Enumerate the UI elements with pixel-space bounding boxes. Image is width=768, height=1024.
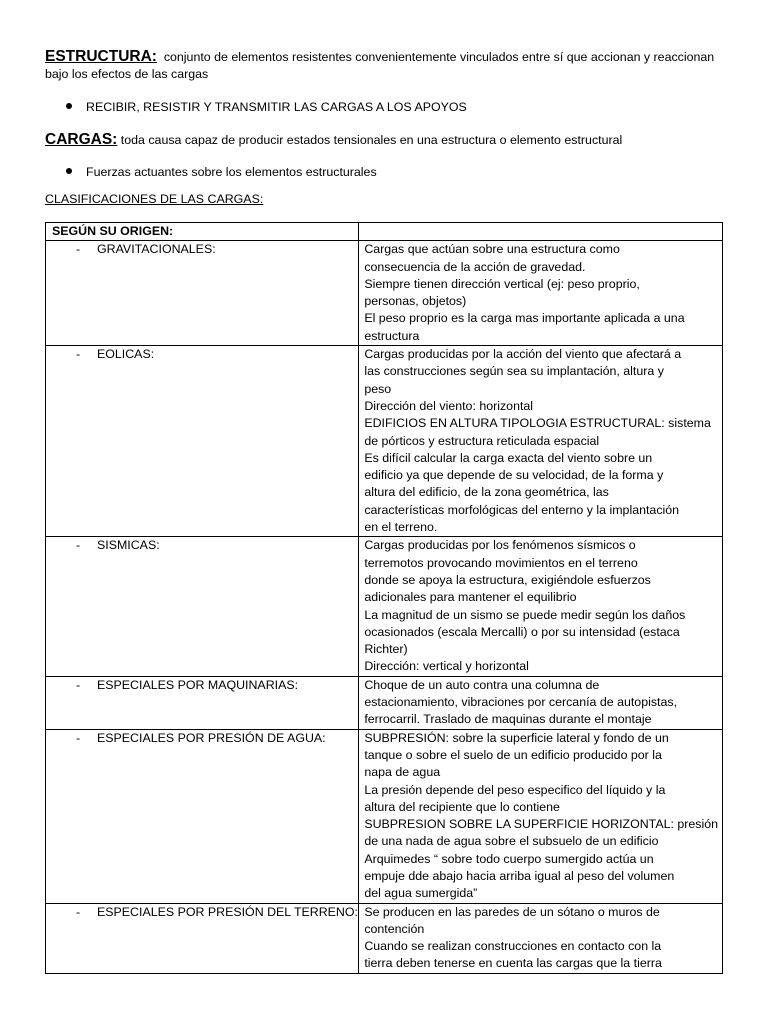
table-row (46, 346, 723, 537)
description-line: Cargas que actúan sobre una estructura como (364, 242, 620, 257)
load-description-cell (359, 676, 723, 729)
description-line: ferrocarril. Traslado de maquinas durante el montaje (364, 712, 652, 727)
description-line: Se producen en las paredes de un sótano o muros de (364, 904, 660, 919)
description-line: La presión depende del peso especifico del líquido y la (364, 782, 666, 797)
description-line: terremotos provocando movimientos en el terreno (364, 555, 638, 570)
description-line: edificio ya que depende de su velocidad, de la forma y (364, 468, 664, 483)
description-line: napa de agua (364, 765, 441, 780)
table-header-empty-cell (359, 223, 723, 241)
cargas-term: CARGAS: (45, 131, 118, 148)
description-line: en el terreno. (364, 520, 438, 535)
dash-marker: - (76, 730, 81, 745)
description-line: peso (364, 381, 392, 396)
description-line: Choque de un auto contra una columna de (364, 677, 600, 692)
description-line: El peso proprio es la carga mas importante aplicada a una (364, 311, 685, 326)
cargas-def: toda causa capaz de producir estados tensionales en una estructura o elemento estructural (120, 133, 623, 147)
bullet-item (66, 164, 377, 181)
description-line: altura del recipiente que lo contiene (364, 799, 560, 814)
description-line: Cargas producidas por los fenómenos sísmicos o (364, 538, 636, 553)
description-line: estacionamiento, vibraciones por cercanía de autopistas, (364, 695, 678, 710)
description-line: donde se apoya la estructura, exigiéndole esfuerzos (364, 572, 651, 587)
bullet-text: RECIBIR, RESISTIR Y TRANSMITIR LAS CARGAS A LOS APOYOS (86, 100, 467, 114)
description-line: ocasionados (escala Mercalli) o por su intensidad (estaca (364, 624, 680, 639)
description-line: Es difícil calcular la carga exacta del viento sobre un (364, 450, 653, 465)
description-line: Cuando se realizan construcciones en contacto con la (364, 939, 662, 954)
estructura-def-line1: conjunto de elementos resistentes convenientemente vinculados entre sí que accionan y reaccionan (163, 50, 715, 64)
table-row (46, 537, 723, 676)
description-line: tierra deben tenerse en cuenta las cargas que la tierra (364, 956, 662, 971)
load-description-cell (359, 537, 723, 676)
description-line: altura del edificio, de la zona geométrica, las (364, 485, 609, 500)
estructura-term: ESTRUCTURA: (45, 48, 157, 65)
dash-marker: - (76, 242, 81, 257)
description-line: personas, objetos) (364, 294, 467, 309)
description-line: de pórticos y estructura reticulada espacial (364, 433, 600, 448)
description-line: SUBPRESIÓN: sobre la superficie lateral y fondo de un (364, 730, 669, 745)
load-description-cell (359, 346, 723, 537)
loads-table (45, 222, 723, 974)
load-type-name: SISMICAS: (97, 538, 160, 553)
description-line: las construcciones según sea su implantación, altura y (364, 364, 664, 379)
load-description-cell (359, 729, 723, 903)
cargas-definition (45, 131, 735, 149)
load-type-cell (46, 676, 359, 729)
description-line: estructura (364, 328, 420, 343)
table-header-cell: SEGÚN SU ORIGEN: (46, 223, 359, 241)
description-line: características morfológicas del enterno y la implantación (364, 502, 680, 517)
description-line: consecuencia de la acción de gravedad. (364, 259, 586, 274)
load-type-name: EOLICAS: (97, 347, 155, 362)
bullet-dot-icon (66, 103, 72, 109)
bullet-item (66, 99, 467, 116)
description-line: EDIFICIOS EN ALTURA TIPOLOGIA ESTRUCTURAL: sistema (364, 416, 711, 431)
dash-marker: - (76, 538, 81, 553)
description-line: Dirección: vertical y horizontal (364, 659, 529, 674)
dash-marker: - (76, 904, 81, 919)
description-line: tanque o sobre el suelo de un edificio producido por la (364, 747, 662, 762)
description-line: empuje dde abajo hacia arriba igual al peso del volumen (364, 868, 675, 883)
section-title: CLASIFICACIONES DE LAS CARGAS: (45, 192, 264, 206)
table-row (46, 729, 723, 903)
description-line: Richter) (364, 642, 408, 657)
description-line: Siempre tienen dirección vertical (ej: peso proprio, (364, 276, 640, 291)
load-type-name: ESPECIALES POR PRESIÓN DEL TERRENO: (97, 904, 358, 919)
dash-marker: - (76, 347, 81, 362)
description-line: Cargas producidas por la acción del viento que afectará a (364, 347, 682, 362)
load-type-name: GRAVITACIONALES: (97, 242, 216, 257)
description-line: Dirección del viento: horizontal (364, 398, 534, 413)
load-type-cell (46, 903, 359, 973)
description-line: del agua sumergida” (364, 886, 478, 901)
dash-marker: - (76, 677, 81, 692)
estructura-definition (45, 48, 735, 83)
table-row (46, 241, 723, 346)
estructura-def-line2: bajo los efectos de las cargas (45, 67, 209, 81)
load-type-cell (46, 241, 359, 346)
description-line: adicionales para mantener el equilibrio (364, 590, 577, 605)
load-description-cell (359, 903, 723, 973)
table-row (46, 676, 723, 729)
load-type-cell (46, 537, 359, 676)
description-line: SUBPRESION SOBRE LA SUPERFICIE HORIZONTAL: presión (364, 817, 718, 832)
description-line: Arquimedes “ sobre todo cuerpo sumergido actúa un (364, 851, 654, 866)
load-type-cell (46, 346, 359, 537)
load-description-cell (359, 241, 723, 346)
load-type-cell (46, 729, 359, 903)
bullet-text: Fuerzas actuantes sobre los elementos estructurales (86, 165, 377, 179)
load-type-name: ESPECIALES POR MAQUINARIAS: (97, 677, 299, 692)
table-row (46, 903, 723, 973)
load-type-name: ESPECIALES POR PRESIÓN DE AGUA: (97, 730, 326, 745)
bullet-dot-icon (66, 168, 72, 174)
description-line: de una nada de agua sobre el subsuelo de un edificio (364, 834, 659, 849)
description-line: contención (364, 921, 425, 936)
description-line: La magnitud de un sismo se puede medir según los daños (364, 607, 686, 622)
table-header-row (46, 223, 723, 241)
